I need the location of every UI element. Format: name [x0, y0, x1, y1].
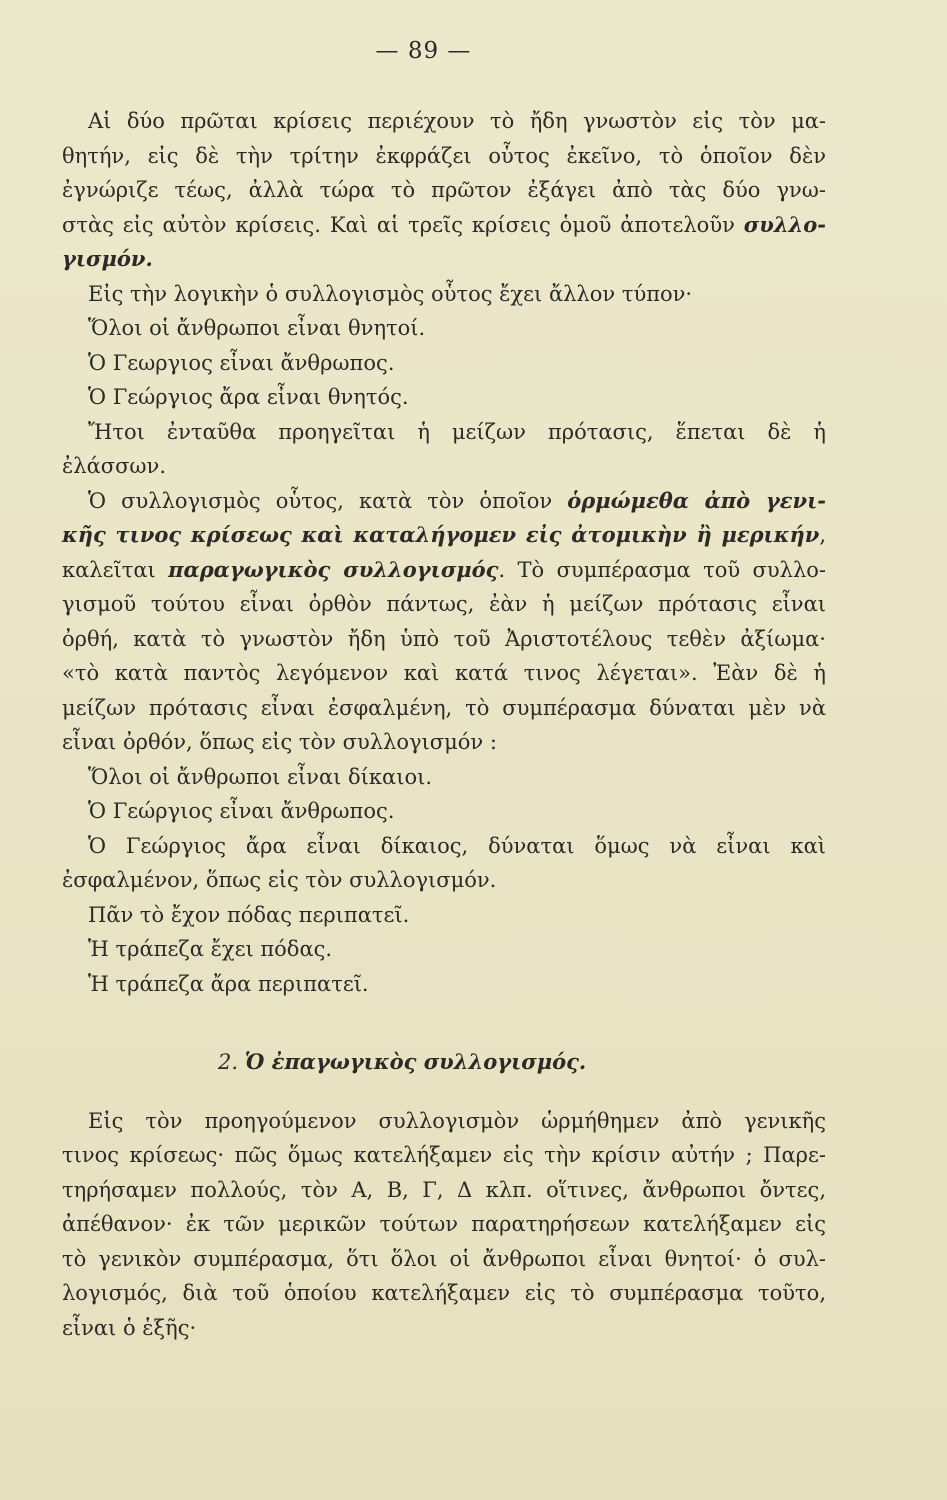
deductive-line	[62, 484, 826, 519]
example2-conclusion: Ὁ Γεώργιος ἄρα εἶναι δίκαιος, δύναται ὅμως νὰ εἶναι καὶ	[88, 833, 826, 858]
deductive-text: ,	[819, 523, 826, 547]
deductive-line: γισμοῦ τούτου εἶναι ὀρθὸν πάντως, ἐὰν ἡ μείζων πρότασις εἶναι	[62, 592, 826, 616]
section-heading	[62, 1045, 826, 1080]
deductive-line: εἶναι ὀρθόν, ὅπως εἰς τὸν συλλογισμόν :	[62, 730, 497, 754]
example3-conclusion: Ἡ τράπεζα ἄρα περιπατεῖ.	[88, 971, 369, 996]
section-title: Ὁ ἐπαγωγικὸς συλλογισμός.	[244, 1049, 587, 1074]
example2-conclusion-cont: ἐσφαλμένον, ὅπως εἰς τὸν συλλογισμόν.	[62, 868, 497, 892]
term-syllogism-end: γισμόν.	[62, 246, 153, 271]
term-syllogism: συλλο-	[743, 211, 826, 237]
term-deductive-syllogism: παραγωγικὸς συλλογισμός	[168, 556, 499, 582]
final-paragraph-line: τηρήσαμεν πολλούς, τὸν Α, Β, Γ, Δ κλπ. οἵτινες, ἄνθρωποι ὄντες,	[62, 1177, 826, 1202]
deductive-line: «τὸ κατὰ παντὸς λεγόμενον καὶ κατά τινος λέγεται». Ἐὰν δὲ ἡ	[62, 661, 826, 685]
example2-major: Ὅλοι οἱ ἄνθρωποι εἶναι δίκαιοι.	[88, 764, 433, 789]
deductive-line: μείζων πρότασις εἶναι ἐσφαλμένη, τὸ συμπέρασμα δύναται μὲν νὰ	[62, 695, 826, 720]
deductive-line: ὀρθή, κατὰ τὸ γνωστὸν ἤδη ὑπὸ τοῦ Ἀριστοτέλους τεθὲν ἀξίωμα·	[62, 626, 826, 651]
example3-major: Πᾶν τὸ ἔχον πόδας περιπατεῖ.	[88, 902, 410, 927]
final-paragraph-line: τινος κρίσεως· πῶς ὅμως κατελήξαμεν εἰς τὴν κρίσιν αὐτήν ; Παρε-	[62, 1143, 826, 1167]
deductive-text: καλεῖται	[62, 557, 156, 582]
page-number: — 89 —	[375, 38, 472, 64]
paragraph-line: Αἱ δύο πρῶται κρίσεις περιέχουν τὸ ἤδη γνωστὸν εἰς τὸν μα-	[88, 109, 826, 133]
section-number: 2.	[218, 1050, 239, 1074]
paragraph-line	[62, 242, 826, 277]
paragraph-line	[62, 208, 826, 243]
logic-intro: Εἰς τὴν λογικὴν ὁ συλλογισμὸς οὗτος ἔχει ἄλλον τύπον·	[88, 281, 693, 306]
final-paragraph-line: εἶναι ὁ ἑξῆς·	[62, 1315, 197, 1340]
paragraph-line: ἐγνώριζε τέως, ἀλλὰ τώρα τὸ πρῶτον ἐξάγει ἀπὸ τὰς δύο γνω-	[62, 178, 826, 202]
deductive-line	[62, 553, 826, 588]
example1-conclusion: Ὁ Γεώργιος ἄρα εἶναι θνητός.	[88, 385, 409, 409]
example1-major: Ὅλοι οἱ ἄνθρωποι εἶναι θνητοί.	[88, 316, 426, 340]
deductive-line	[62, 518, 826, 553]
final-paragraph-line: Εἰς τὸν προηγούμενον συλλογισμὸν ὡρμήθημεν ἀπὸ γενικῆς	[88, 1108, 826, 1133]
deductive-text: . Τὸ συμπέρασμα τοῦ συλλο-	[498, 557, 826, 582]
example2-minor: Ὁ Γεώργιος εἶναι ἄνθρωπος.	[88, 799, 395, 823]
final-paragraph-line: λογισμός, διὰ τοῦ ὁποίου κατελήξαμεν εἰς τὸ συμπέρασμα τοῦτο,	[62, 1281, 826, 1305]
final-paragraph-line: τὸ γενικὸν συμπέρασμα, ὅτι ὅλοι οἱ ἄνθρωποι εἶναι θνητοί· ὁ συλ-	[62, 1246, 826, 1271]
paragraph-line: θητήν, εἰς δὲ τὴν τρίτην ἐκφράζει οὗτος ἐκεῖνο, τὸ ὁποῖον δὲν	[62, 143, 826, 168]
deductive-emphasis: ὁρμώμεθα ἀπὸ γενι-	[567, 487, 826, 513]
paragraph-text: στὰς εἰς αὐτὸν κρίσεις. Καὶ αἱ τρεῖς κρίσεις ὁμοῦ ἀποτελοῦν	[62, 212, 735, 237]
page-body	[62, 104, 826, 1345]
example1-minor: Ὁ Γεωργιος εἶναι ἄνθρωπος.	[88, 350, 395, 375]
final-paragraph-line: ἀπέθανον· ἐκ τῶν μερικῶν τούτων παρατηρήσεων κατελήξαμεν εἰς	[62, 1212, 826, 1236]
deductive-emphasis: κῆς τινος κρίσεως καὶ καταλήγομεν εἰς ἀτομικὴν ἢ μερικήν	[62, 522, 820, 547]
premise-note-line: ἐλάσσων.	[62, 454, 166, 478]
deductive-text: Ὁ συλλογισμὸς οὗτος, κατὰ τὸν ὁποῖον	[88, 488, 553, 513]
premise-note-line: Ἤτοι ἐνταῦθα προηγεῖται ἡ μείζων πρότασις, ἕπεται δὲ ἡ	[88, 419, 826, 444]
example3-minor: Ἡ τράπεζα ἔχει πόδας.	[88, 937, 333, 961]
